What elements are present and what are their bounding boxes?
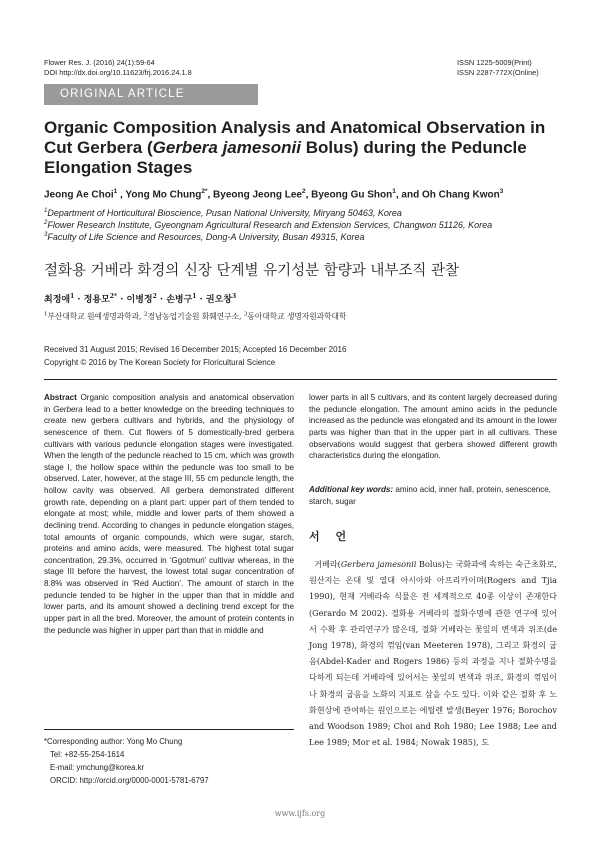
article-title bbox=[44, 118, 564, 178]
korean-affiliations: $^1$부산대학교 원예생명과학과, $^2$경남농업기술원 화훼연구소, $^3$동아대학교 생명자원과학대학 bbox=[44, 311, 347, 321]
issn-print: ISSN 1225-5009(Print) bbox=[457, 58, 532, 67]
author: Oh Chang Kwon bbox=[422, 189, 500, 201]
affiliation-1: $^1$Department of Horticultural Bioscience, Pusan National University, Miryang 50463, Korea bbox=[44, 208, 402, 218]
corresponding-email[interactable]: E-mail: ymchung@korea.kr bbox=[50, 763, 145, 772]
author: Jeong Ae Choi bbox=[44, 189, 114, 201]
section-heading-introduction: 서 언 bbox=[309, 530, 353, 543]
korean-author-list: 최정애$^1$ · 정용모$^{2*}$ · 이병정$^2$ · 손병구$^1$ · 권오창$^3$ bbox=[44, 293, 237, 305]
affiliation-3: $^3$Faculty of Life Science and Resources, Dong-A University, Busan 49315, Korea bbox=[44, 232, 365, 242]
doi-link[interactable]: DOI http://dx.doi.org/10.11623/frj.2016.24.1.8 bbox=[44, 68, 192, 77]
article-type-label: ORIGINAL ARTICLE bbox=[60, 88, 185, 100]
received-dates: Received 31 August 2015; Revised 16 December 2015; Accepted 16 December 2016 bbox=[44, 345, 347, 354]
title-line-2: Cut Gerbera (Gerbera jamesonii Bolus) during the Peduncle bbox=[44, 138, 527, 157]
species-name: Gerbera jamesonii bbox=[152, 138, 301, 157]
corresponding-orcid[interactable]: ORCID: http://orcid.org/0000-0001-5781-6797 bbox=[50, 776, 209, 785]
corresponding-tel: Tel: +82-55-254-1614 bbox=[50, 750, 125, 759]
author: Yong Mo Chung bbox=[125, 189, 202, 201]
author: Byeong Jeong Lee bbox=[213, 189, 302, 201]
title-line-3: Elongation Stages bbox=[44, 158, 193, 177]
author: Byeong Gu Shon bbox=[311, 189, 393, 201]
korean-title: 절화용 거베라 화경의 신장 단계별 유기성분 함량과 내부조직 관찰 bbox=[44, 263, 460, 279]
keywords: Additional key words: amino acid, inner hall, protein, senescence, starch, sugar bbox=[309, 485, 552, 506]
article-type-banner bbox=[44, 84, 258, 105]
introduction-body: 거베라(Gerbera jamesonii Bolus)는 국화과에 속하는 숙근초화로, 원산지는 온대 및 열대 아시아와 아프리카이며(Rogers and Tjia 1990), 현재 거베라속 식물은 전 세계적으로 40종 이상이 존재한다(Gerardo M 2002). 절화용 거베라의 절화수명에 관한 연구에 있어서 수확 후 관리연구가 많은데, 절화 거베라는 꽃잎의 변색과 위조(de Jong 1978), 화경의 꺾임(van Meeteren 1978), 그리고 화경의 굽음(Abdel-Kader and Rogers 1986) 등의 과정을 지나 절화수명을 다하게 되는데 거베라에 있어서는 꽃잎의 변색과 위조, 화경의 꺾임이나 화경의 굽음을 노화의 지표로 삼을 수도 있다. 이와 같은 절화 후 노화현상에 관여하는 원인으로는 에틸렌 발생(Beyer 1976; Borochov and Woodson 1989; Choi and Roh 1980; Lee 1988; Lee and Lee 1989; Mor et al. 1984; Nowak 1985), 도 bbox=[309, 559, 557, 748]
affiliation-2: $^2$Flower Research Institute, Gyeongnam Agricultural Research and Extension Services, Changwon 51126, Korea bbox=[44, 220, 493, 230]
abstract-continued: lower parts in all 5 cultivars, and its content largely decreased during the peduncle elongation. The amount amino acids in the peduncle increased as the peduncle was elongated and its amount in the lower parts was higher than that in the upper part in all cultivars. These observations would suggest that gerbera showed different growth characteristics during the elongation. bbox=[309, 393, 557, 461]
footnote-divider bbox=[44, 729, 294, 730]
author-list: Jeong Ae Choi$^1$ , Yong Mo Chung$^{2*}$, Byeong Jeong Lee$^2$, Byeong Gu Shon$^1$, and Oh Chang Kwon$^3$ bbox=[44, 188, 504, 201]
issn-online: ISSN 2287-772X(Online) bbox=[457, 68, 539, 77]
copyright-line: Copyright © 2016 by The Korean Society for Floricultural Science bbox=[44, 358, 276, 367]
journal-citation: Flower Res. J. (2016) 24(1):59-64 bbox=[44, 58, 155, 67]
title-line-1: Organic Composition Analysis and Anatomical Observation in bbox=[44, 118, 546, 137]
footer-url[interactable]: www.ijfs.org bbox=[274, 809, 326, 818]
corresponding-author: *Corresponding author: Yong Mo Chung bbox=[44, 737, 183, 746]
abstract-label: Abstract bbox=[44, 393, 77, 402]
abstract-body: Abstract Organic composition analysis and anatomical observation in Gerbera lead to a better knowledge on the breeding techniques to create new gerbera cultivars and hybrids, and the physiology of senescence of them. Cut flowers of 5 domestically-bred gerbera cultivars with various peduncle elongation stages were investigated. When the length of the peduncle reached to 15 cm, which was growth stage I, the hollow space within the peduncle was too small to be observed. Later, however, at the stage III, 55 cm peduncle length, the hollow cavity was observed. All gerbera demonstrated different growth rate, depending on a plant part: upper part of them tended to elongate at most; while, middle and lower parts of them showed a declining trend. According to changes in peduncle elongation stages, total amounts of organic compounds, which were sugar, starch, proteins and amino acids, were measured. The highest total sugar concentration, 29.3%, occurred in ‘Ggotmuri’ cultivar whereas, in the stage III before the harvest, the lowest total sugar concentration of 8.8% was observed in ‘Red Auction’. The amount of starch in the peduncle tended to be higher in the upper than that in middle and lower parts, and its amount showed a declining trend except for the upper part in all the bred. Moreover, the amount of protein contents in the peduncle was higher in upper part than that in middle and bbox=[44, 393, 294, 635]
keywords-label: Additional key words: bbox=[309, 485, 394, 494]
section-divider bbox=[44, 379, 557, 380]
